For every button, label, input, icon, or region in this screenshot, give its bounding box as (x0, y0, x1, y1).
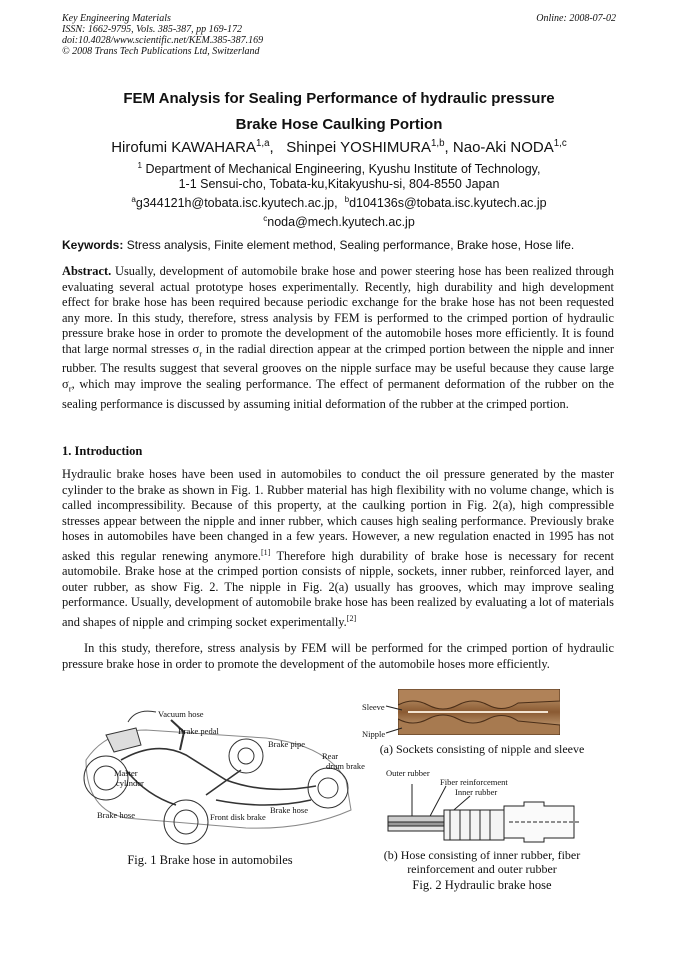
email-c: noda@mech.kyutech.ac.jp (267, 215, 415, 230)
fig2b-hose-diagram (384, 780, 584, 846)
email-c-sup: c (263, 214, 268, 224)
online-date: Online: 2008-07-02 (536, 13, 616, 24)
rear-upper-wheel (229, 739, 263, 773)
label-brake-hose-right: Brake hose (270, 805, 309, 815)
issn: ISSN: 1662-9795, Vols. 385-387, pp 169-172 (62, 24, 242, 35)
label-brake-pipe: Brake pipe (268, 739, 306, 749)
abstract-part3: , which may improve the sealing performance. The effect of permanent deformation of the rubber on the sealing performance is discussed by assuming initial deformation of the rubber at the crimped portion. (62, 376, 614, 411)
email-b-sup: b (344, 195, 350, 205)
fig2b-caption-line2: reinforcement and outer rubber (407, 862, 557, 876)
fig2a-caption: (a) Sockets consisting of nipple and sleeve (379, 742, 585, 756)
section-heading: 1. Introduction (62, 444, 143, 458)
label-inner-rubber: Inner rubber (455, 787, 498, 797)
author-2: Shinpei YOSHIMURA (286, 139, 431, 156)
affil-address: 1-1 Sensui-cho, Tobata-ku,Kitakyushu-si, 804-8550 Japan (178, 177, 500, 192)
fig2a-socket-photo (398, 689, 560, 735)
email-b: d104136s@tobata.isc.kyutech.ac.jp (349, 196, 547, 211)
intro-paragraph-2: In this study, therefore, stress analysis by FEM will be performed for the crimped portion of hydraulic pressure brake hose in order to promote the development of the automobile hoses more efficiently. (62, 641, 614, 671)
label-drum-brake: drum brake (326, 761, 365, 771)
paper-title-line2: Brake Hose Caulking Portion (235, 116, 443, 133)
affil-sup: 1 (137, 161, 143, 170)
fiber-arrow (428, 786, 446, 820)
keywords (62, 238, 622, 252)
doi: doi:10.4028/www.scientific.net/KEM.385-387.169 (62, 35, 264, 46)
abstract-sub1: r (199, 347, 203, 358)
abstract-label: Abstract. (62, 264, 112, 278)
fig2b-caption (370, 848, 594, 876)
affil-dept: Department of Mechanical Engineering, Kyushu Institute of Technology, (145, 162, 541, 177)
journal-header (62, 13, 263, 57)
brake-pipe (121, 749, 316, 805)
master-cylinder (106, 728, 141, 752)
label-sleeve: Sleeve (362, 702, 385, 712)
author-3-sup: 1,c (553, 138, 567, 149)
email-a-sup: a (131, 195, 136, 205)
email-a: g344121h@tobata.isc.kyutech.ac.jp, (135, 196, 338, 211)
ref-2: [2] (346, 613, 357, 623)
paper-title-line1: FEM Analysis for Sealing Performance of hydraulic pressure (123, 90, 555, 107)
label-outer-rubber: Outer rubber (386, 768, 430, 778)
author-list: Hirofumi KAWAHARA$^{1,a}$, Shinpei YOSHIMURA$^{1,b}$, Nao-Aki NODA$^{1,c}$ (111, 138, 567, 156)
label-front-disk: Front disk brake (210, 812, 266, 822)
abstract-sub2: r (68, 383, 72, 394)
label-fiber-reinforcement: Fiber reinforcement (440, 777, 508, 787)
affiliation (40, 158, 638, 230)
fig1-caption: Fig. 1 Brake hose in automobiles (127, 853, 293, 867)
label-cylinder: cylinder (116, 778, 144, 788)
fig2a-arrows (384, 700, 404, 740)
author-1: Hirofumi KAWAHARA (111, 139, 256, 156)
intro-text-a: Hydraulic brake hoses have been used in automobiles to conduct the oil pressure generated by the master cylinder to the brake as shown in Fig. 1. Rubber material has high flexibility with no volume change, which is called incompressibility. Because of this property, at the caulking portion in Fig. 2(a), high compressible stresses appear between the nipple and inner rubber, which causes high sealing performance. Previously brake hoses in automobiles have been changed in a few years. However, a new regulation enacted in 1995 has not asked this regular renewing anymore. (62, 467, 614, 563)
copyright: © 2008 Trans Tech Publications Ltd, Switzerland (62, 46, 260, 57)
author-2-sup: 1,b (430, 138, 445, 149)
abstract-part2: in the radial direction appear at the crimped portion between the nipple and inner rubber. The results suggest that several grooves on the nipple surface may be useful because they cause large σ (62, 341, 614, 391)
label-vacuum-hose: Vacuum hose (158, 709, 204, 719)
keywords-text: Stress analysis, Finite element method, Sealing performance, Brake hose, Hose life. (126, 238, 575, 252)
fig1-brake-diagram (66, 700, 366, 850)
rear-drum-wheel (308, 768, 348, 808)
label-nipple: Nipple (362, 729, 386, 739)
fig2-caption: Fig. 2 Hydraulic brake hose (412, 878, 552, 892)
keywords-label: Keywords: (62, 238, 124, 252)
abstract (62, 264, 614, 412)
crimp-socket (444, 810, 504, 840)
intro-paragraph-1 (62, 467, 614, 630)
abstract-part1: Usually, development of automobile brake hose and power steering hose has been realized through evaluating several actual prototype hoses experimentally. Recently, high durability and high development effect for brake hose has been required because periodic exchange for the brake hose has not been requested any more. In this study, therefore, stress analysis by FEM is performed to the crimped portion of hydraulic pressure brake hose in order to promote the development of the automobile hoses more efficiently. It is found that large normal stresses σ (62, 264, 614, 356)
label-master: Master (114, 768, 138, 778)
journal-name: Key Engineering Materials (62, 13, 171, 24)
author-1-sup: 1,a (255, 138, 270, 149)
label-brake-pedal: Brake pedal (178, 726, 219, 736)
author-3: Nao-Aki NODA (452, 139, 554, 156)
ref-1: [1] (261, 547, 271, 557)
label-brake-hose-left: Brake hose (97, 810, 136, 820)
fig2b-caption-line1: (b) Hose consisting of inner rubber, fiber (383, 848, 581, 862)
intro-text-b: Therefore high durability of brake hose is necessary for recent automobile. Brake hose at the crimped portion consists of nipple, sockets, inner rubber, reinforced layer, and outer rubber, as show Fig. 2. The nipple in Fig. 2(a) usually has grooves, which may improve sealing performance. Usually, development of automobile brake hose has been realized by evaluating a lot of materials and shapes of nipple and crimping socket experimentally. (62, 548, 615, 629)
label-rear: Rear (322, 751, 339, 761)
